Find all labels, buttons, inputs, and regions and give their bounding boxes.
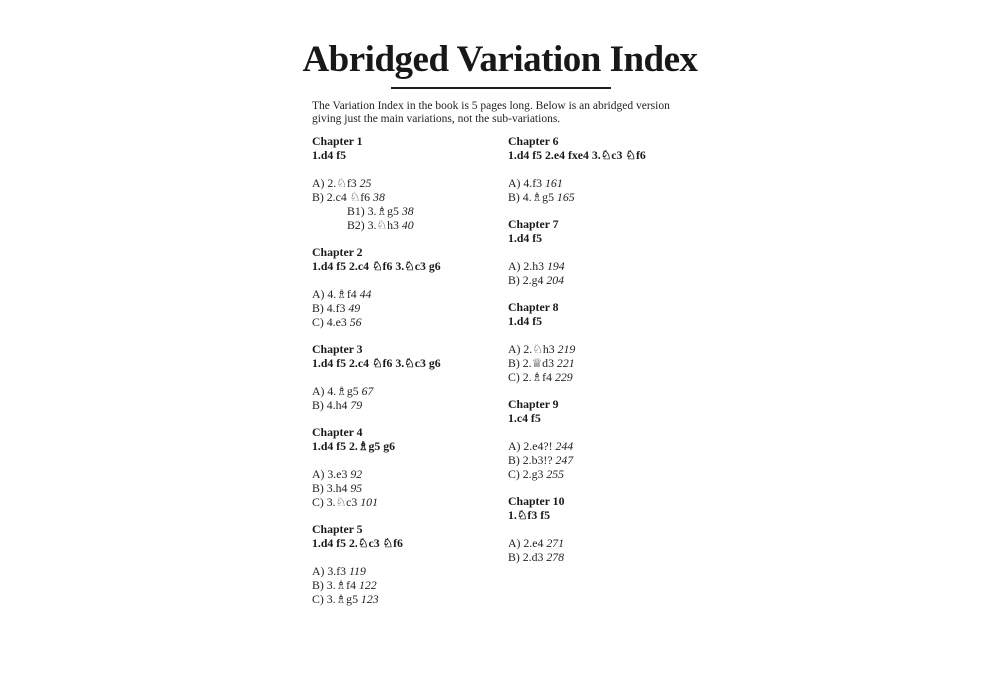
variation-line [508, 176, 708, 190]
variation-move: A) 3.e3 [312, 467, 348, 481]
chapter-block [312, 245, 512, 329]
variation-line [312, 495, 512, 509]
variation-line [508, 259, 708, 273]
chapter-block [508, 494, 708, 564]
variation-page-number: 123 [360, 592, 379, 606]
chapter-title: Chapter 10 [508, 494, 565, 508]
chapter-title: Chapter 6 [508, 134, 559, 148]
chapter-block [508, 217, 708, 287]
variation-line [508, 467, 708, 481]
variation-page-number: 278 [546, 550, 565, 564]
variation-line [508, 370, 708, 384]
chapter-mainline: 1.♘f3 f5 [508, 508, 551, 522]
variation-page-number: 38 [401, 204, 414, 218]
variation-line [508, 190, 708, 204]
variation-page-number: 67 [361, 384, 374, 398]
chapter-heading [508, 300, 708, 328]
page-title: Abridged Variation Index [302, 39, 698, 80]
variation-move: B) 2.b3!? [508, 453, 553, 467]
chapter-block [508, 300, 708, 384]
variation-page-number: 44 [359, 287, 372, 301]
variation-line [312, 176, 512, 190]
variation-page-number: 255 [546, 467, 565, 481]
variation-line [312, 301, 512, 315]
variation-page-number: 244 [555, 439, 574, 453]
intro-paragraph: The Variation Index in the book is 5 pages long. Below is an abridged version giving just the main variations, not the sub-variations. [312, 100, 670, 125]
variation-move: B) 2.d3 [508, 550, 544, 564]
chapter-heading [508, 397, 708, 425]
chapter-heading [508, 134, 708, 162]
variation-move: C) 2.♗f4 [508, 370, 552, 384]
variation-line [312, 287, 512, 301]
variation-page-number: 95 [350, 481, 363, 495]
chapter-mainline: 1.d4 f5 2.c4 ♘f6 3.♘c3 g6 [312, 356, 441, 370]
variation-move: A) 2.e4 [508, 536, 544, 550]
variation-move: B) 2.c4 ♘f6 [312, 190, 371, 204]
chapter-mainline: 1.c4 f5 [508, 411, 541, 425]
chapter-title: Chapter 9 [508, 397, 559, 411]
index-column-left [312, 134, 512, 619]
variation-move: B) 3.h4 [312, 481, 348, 495]
variation-move: A) 4.♗g5 [312, 384, 359, 398]
variation-line [312, 315, 512, 329]
variation-page-number: 38 [373, 190, 385, 204]
chapter-block [508, 397, 708, 481]
chapter-block [312, 522, 512, 606]
chapter-heading [312, 522, 512, 550]
variation-line [312, 481, 512, 495]
chapter-mainline: 1.d4 f5 2.e4 fxe4 3.♘c3 ♘f6 [508, 148, 646, 162]
variation-move: B) 2.♕d3 [508, 356, 554, 370]
chapter-title: Chapter 5 [312, 522, 363, 536]
chapter-title: Chapter 4 [312, 425, 363, 439]
variation-line [312, 384, 512, 398]
variation-line [508, 273, 708, 287]
chapter-mainline: 1.d4 f5 2.c4 ♘f6 3.♘c3 g6 [312, 259, 441, 273]
variation-line [312, 578, 512, 592]
title-underline [391, 87, 611, 89]
variation-line [508, 550, 708, 564]
variation-page-number: 40 [401, 218, 414, 232]
variation-page-number: 122 [358, 578, 377, 592]
variation-move: B) 2.g4 [508, 273, 544, 287]
variation-page-number: 49 [348, 301, 361, 315]
variation-move: A) 3.f3 [312, 564, 347, 578]
variation-move: C) 2.g3 [508, 467, 544, 481]
variation-page-number: 119 [349, 564, 366, 578]
variation-page-number: 79 [350, 398, 363, 412]
variation-page-number: 25 [359, 176, 372, 190]
variation-line [312, 398, 512, 412]
chapter-heading [508, 494, 708, 522]
chapter-heading [312, 425, 512, 453]
variation-page-number: 165 [556, 190, 575, 204]
variation-page-number: 194 [547, 259, 565, 273]
variation-line [508, 356, 708, 370]
variation-move: B2) 3.♘h3 [347, 218, 399, 232]
chapter-heading [312, 134, 512, 162]
variation-move: C) 3.♘c3 [312, 495, 358, 509]
index-column-right [508, 134, 708, 577]
variation-move: C) 3.♗g5 [312, 592, 358, 606]
variation-line [508, 453, 708, 467]
variation-page-number: 221 [556, 356, 575, 370]
chapter-heading [312, 245, 512, 273]
chapter-block [312, 342, 512, 412]
variation-page-number: 56 [349, 315, 362, 329]
variation-page-number: 219 [557, 342, 576, 356]
chapter-title: Chapter 2 [312, 245, 363, 259]
variation-line [508, 342, 708, 356]
chapter-mainline: 1.d4 f5 2.♗g5 g6 [312, 439, 395, 453]
variation-page-number: 204 [546, 273, 565, 287]
variation-line [312, 218, 512, 232]
chapter-mainline: 1.d4 f5 [312, 148, 347, 162]
variation-move: B) 4.h4 [312, 398, 348, 412]
variation-move: A) 4.f3 [508, 176, 543, 190]
variation-page-number: 92 [350, 467, 363, 481]
chapter-title: Chapter 7 [508, 217, 559, 231]
variation-line [508, 536, 708, 550]
chapter-block [312, 425, 512, 509]
variation-move: B) 4.♗g5 [508, 190, 554, 204]
variation-move: A) 2.♘f3 [312, 176, 357, 190]
chapter-heading [312, 342, 512, 370]
chapter-mainline: 1.d4 f5 [508, 314, 543, 328]
chapter-block [312, 134, 512, 232]
variation-move: A) 2.e4?! [508, 439, 553, 453]
chapter-title: Chapter 1 [312, 134, 363, 148]
variation-move: B) 4.f3 [312, 301, 346, 315]
variation-page-number: 101 [360, 495, 378, 509]
variation-page-number: 229 [554, 370, 573, 384]
variation-move: A) 2.h3 [508, 259, 545, 273]
variation-line [508, 439, 708, 453]
variation-page-number: 161 [545, 176, 563, 190]
variation-page-number: 247 [555, 453, 574, 467]
variation-move: A) 2.♘h3 [508, 342, 555, 356]
variation-line [312, 467, 512, 481]
chapter-block [508, 134, 708, 204]
chapter-title: Chapter 8 [508, 300, 559, 314]
chapter-title: Chapter 3 [312, 342, 363, 356]
variation-move: B) 3.♗f4 [312, 578, 356, 592]
chapter-heading [508, 217, 708, 245]
chapter-mainline: 1.d4 f5 [508, 231, 543, 245]
variation-move: B1) 3.♗g5 [347, 204, 399, 218]
chapter-mainline: 1.d4 f5 2.♘c3 ♘f6 [312, 536, 403, 550]
variation-line [312, 204, 512, 218]
variation-move: C) 4.e3 [312, 315, 347, 329]
variation-line [312, 592, 512, 606]
variation-line [312, 564, 512, 578]
variation-move: A) 4.♗f4 [312, 287, 357, 301]
variation-page-number: 271 [546, 536, 565, 550]
variation-line [312, 190, 512, 204]
